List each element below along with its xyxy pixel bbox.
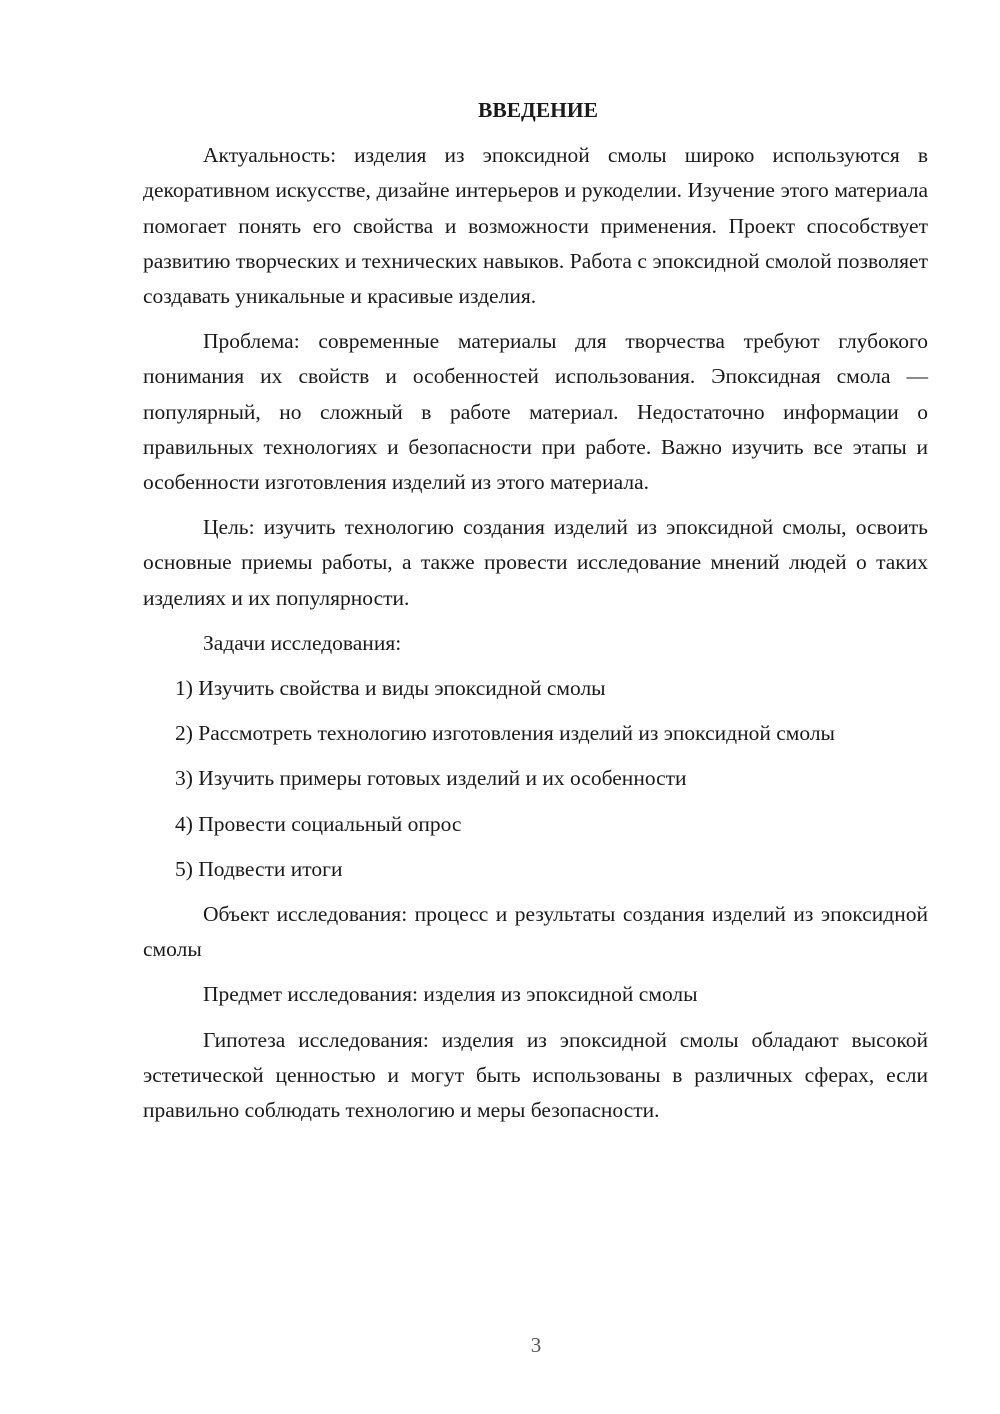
object-paragraph: Объект исследования: процесс и результаты создания изделий из эпоксидной смолы: [143, 902, 928, 962]
document-body: [143, 93, 928, 1138]
task-item: 2) Рассмотреть технологию изготовления изделий из эпоксидной смолы: [175, 721, 836, 746]
subject-paragraph: Предмет исследования: изделия из эпоксидной смолы: [203, 982, 698, 1007]
goal-paragraph: Цель: изучить технологию создания изделий из эпоксидной смолы, освоить основные приемы работы, а также провести исследование мнений людей о таких изделиях и их популярности.: [143, 515, 928, 610]
task-item: 3) Изучить примеры готовых изделий и их особенности: [175, 766, 687, 791]
task-item: 5) Подвести итоги: [175, 856, 343, 881]
problem-paragraph: Проблема: современные материалы для творчества требуют глубокого понимания их свойств и особенностей использования. Эпоксидная смола — популярный, но сложный в работе материал. Недостаточно информации о правильных технологиях и безопасности при работе. Важно изучить все этапы и особенности изготовления изделий из этого материала.: [143, 329, 928, 495]
task-item: 4) Провести социальный опрос: [175, 811, 462, 836]
page-number: 3: [530, 1333, 542, 1357]
tasks-title: Задачи исследования:: [203, 630, 402, 655]
task-item: 1) Изучить свойства и виды эпоксидной смолы: [175, 676, 606, 701]
relevance-paragraph: Актуальность: изделия из эпоксидной смолы широко используются в декоративном искусстве, дизайне интерьеров и рукоделии. Изучение этого материала помогает понять его свойства и возможности применения. Проект способствует развитию творческих и технических навыков. Работа с эпоксидной смолой позволяет создавать уникальные и красивые изделия.: [143, 143, 928, 309]
page-title: ВВЕДЕНИЕ: [478, 98, 598, 122]
hypothesis-paragraph: Гипотеза исследования: изделия из эпоксидной смолы обладают высокой эстетической ценностью и могут быть использованы в различных сферах, если правильно соблюдать технологию и меры безопасности.: [143, 1027, 928, 1123]
